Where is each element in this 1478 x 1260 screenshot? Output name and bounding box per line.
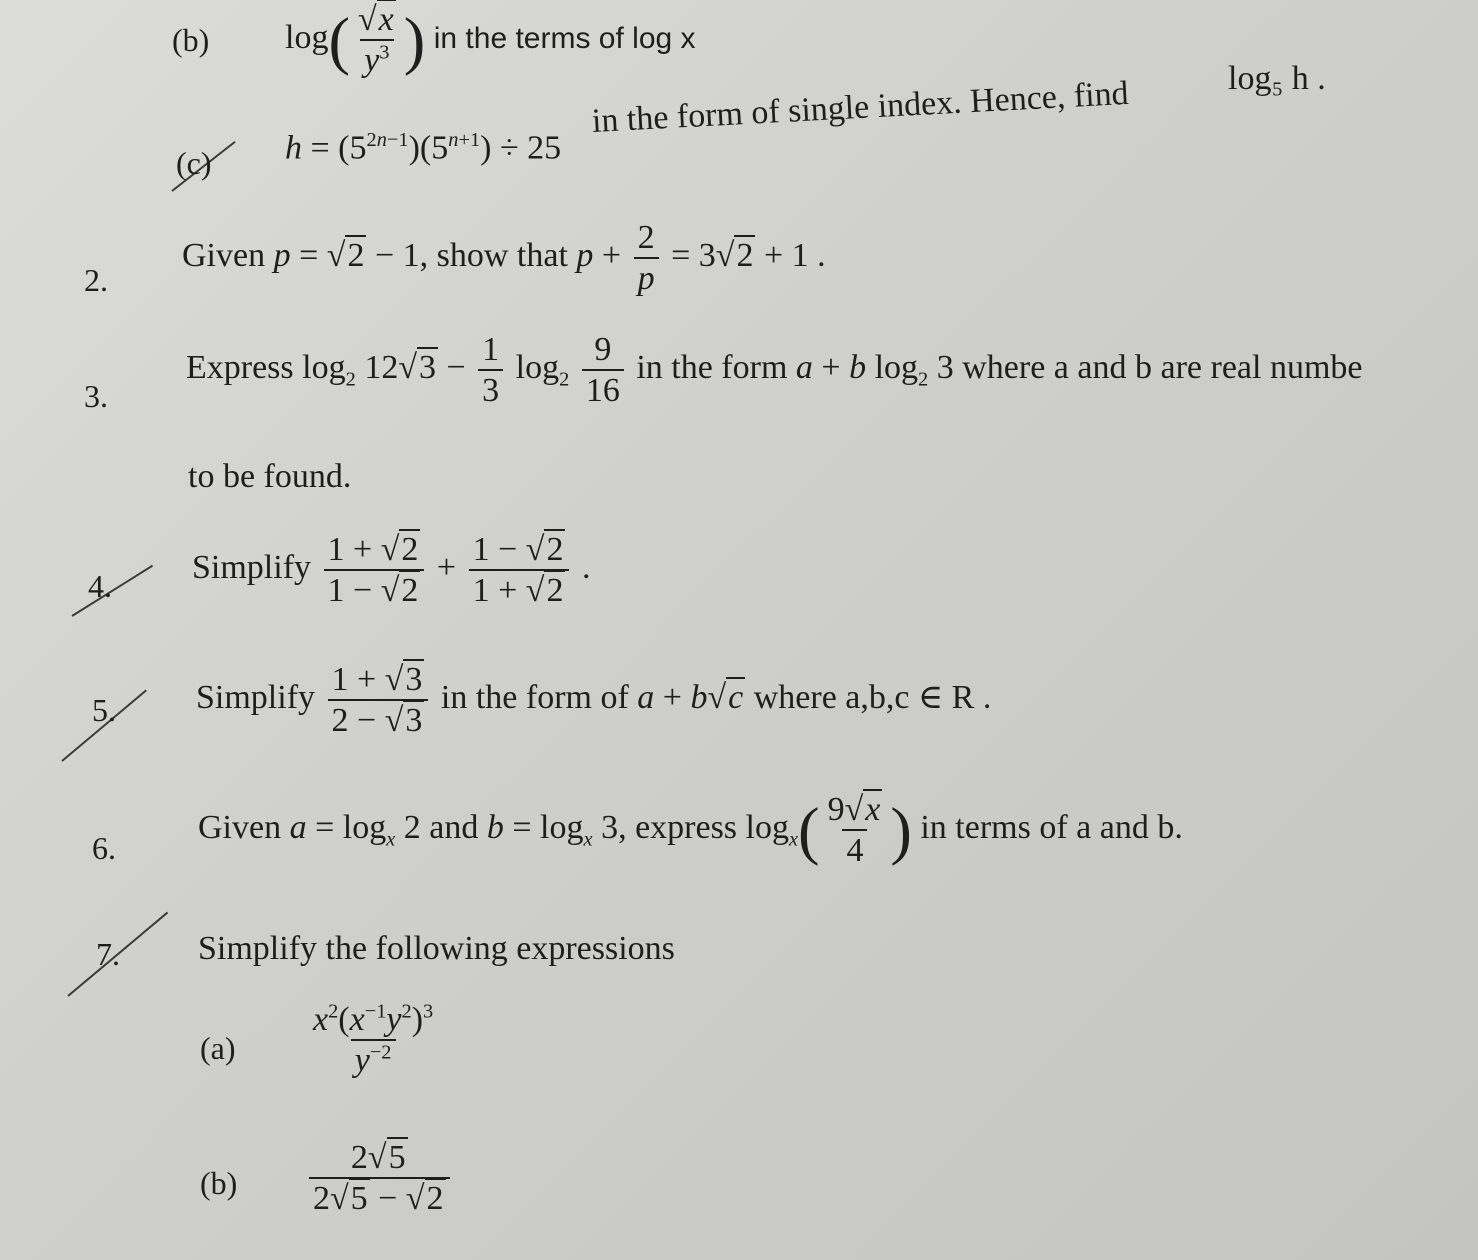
item-b-top-label: (b): [172, 22, 210, 58]
q3-content: Express $\log_2 12√3$ − $\frac{1}{3}$ $\log_2$ $\frac{9}{16}$ in the form a + b $\log_2 3$ where a and b are real numbe: [186, 331, 1363, 410]
q3-mid: in the form: [636, 348, 788, 386]
q4-content: Simplify $\frac{1 + √2}{1 - √2}$ + $\frac{1 - √2}{1 + √2}$ .: [192, 531, 591, 610]
q7-number: 7.: [96, 936, 120, 972]
q6-express: , express: [618, 808, 738, 846]
item-c-expression: $h = (5^{2n-1})(5^{n+1}) \div 25$: [285, 129, 562, 167]
q6-content: Given $a = \log_x 2$ and $b = \log_x 3$, express $\log_x$( $\frac{9√x}{4}$ ) in terms of a and b.: [198, 791, 1183, 870]
item-b-top-text: in the terms of log x: [433, 21, 696, 55]
tick-mark-4: [71, 565, 153, 617]
q6-tail: in terms of a and b.: [920, 808, 1183, 846]
q6-lead: Given: [198, 808, 282, 846]
q7a-expression: $\frac{x^2(x^{-1}y^2)^3}{y^{-2}}$: [313, 1000, 434, 1080]
q5-lead: Simplify: [196, 678, 316, 716]
q7a-label: (a): [200, 1030, 236, 1066]
q7-lead: Simplify the following expressions: [198, 930, 675, 967]
q3-continuation: to be found.: [188, 458, 352, 495]
q2-mid: , show that: [419, 236, 568, 274]
q6-and: and: [429, 808, 479, 846]
q3-lead: Express: [186, 348, 294, 386]
q4-number: 4.: [88, 568, 112, 604]
q2-content: Given p = √2 − 1, show that p + $\frac{2}{p}$ = 3√2 + 1 .: [182, 219, 826, 298]
q6-number: 6.: [92, 830, 116, 866]
item-c-label: (c): [176, 145, 212, 181]
item-c-text: in the form of single index. Hence, find: [591, 74, 1130, 140]
q7b-label: (b): [200, 1165, 238, 1201]
q2-given: Given: [182, 236, 266, 274]
q3-number: 3.: [84, 378, 108, 414]
q5-tail: where a,b,c ∈ R .: [753, 678, 992, 716]
item-c-find: log₅ h .: [1228, 60, 1326, 97]
q7b-expression: $\frac{2√5}{2√5 - √2}$: [305, 1138, 454, 1218]
q4-lead: Simplify: [192, 548, 312, 586]
q5-content: Simplify $\frac{1 + √3}{2 - √3}$ in the form of a + b√c where a,b,c ∈ R .: [196, 661, 992, 740]
q5-number: 5.: [92, 692, 116, 728]
q5-mid: in the form of: [440, 678, 629, 716]
q2-number: 2.: [84, 262, 108, 298]
q3-tail: where a and b are real numbe: [962, 348, 1363, 386]
item-b-top-expression: log( $\frac{√x}{y^3}$ ) in the terms of log x: [285, 1, 696, 80]
